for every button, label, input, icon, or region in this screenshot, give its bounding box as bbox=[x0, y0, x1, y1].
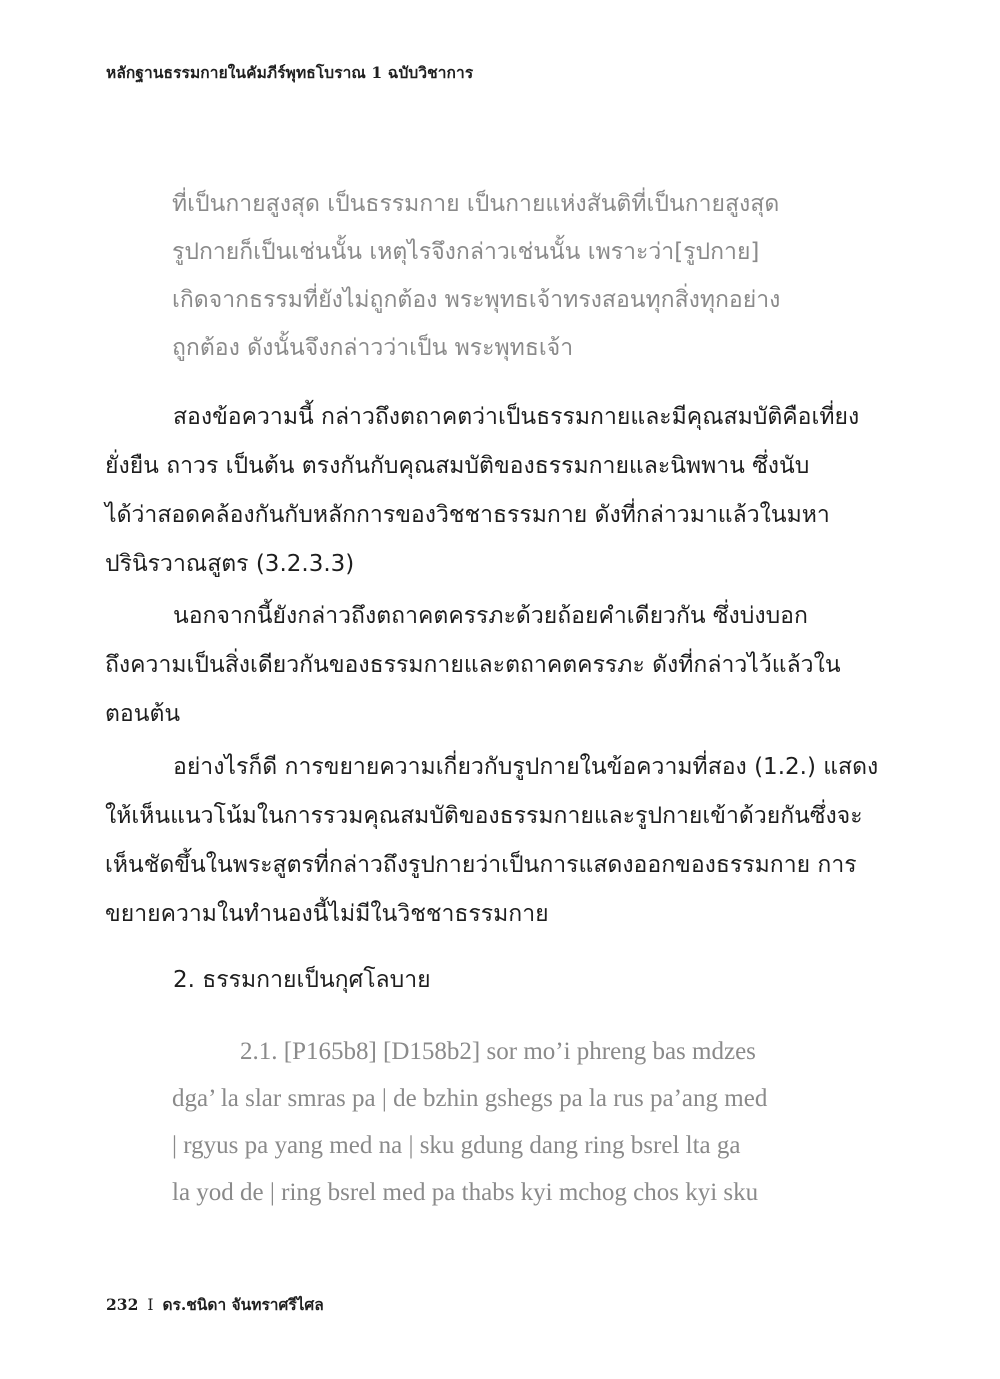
paragraph-line: ขยายความในทำนองนี้ไม่มีในวิชชาธรรมกาย bbox=[105, 901, 549, 927]
author-name: ดร.ชนิดา จันทราศรีไศล bbox=[162, 1295, 324, 1314]
paragraph-line: สองข้อความนี้ กล่าวถึงตถาคตว่าเป็นธรรมกายและมีคุณสมบัติคือเที่ยง bbox=[173, 404, 860, 430]
tibetan-line: dga’ la slar smras pa | de bzhin gshegs pa la rus pa’ang med bbox=[172, 1085, 768, 1112]
paragraph-line: ตอนต้น bbox=[105, 701, 181, 727]
tibetan-source-quote bbox=[172, 1028, 812, 1216]
quote-line: เกิดจากธรรมที่ยังไม่ถูกต้อง พระพุทธเจ้าทรงสอนทุกสิ่งทุกอย่าง bbox=[172, 287, 781, 313]
quote-line: ถูกต้อง ดังนั้นจึงกล่าวว่าเป็น พระพุทธเจ้า bbox=[172, 335, 574, 361]
paragraph-1 bbox=[105, 393, 865, 589]
running-header: หลักฐานธรรมกายในคัมภีร์พุทธโบราณ 1 ฉบับวิชาการ bbox=[106, 63, 474, 82]
paragraph-line: เห็นชัดขึ้นในพระสูตรที่กล่าวถึงรูปกายว่าเป็นการแสดงออกของธรรมกาย การ bbox=[105, 852, 857, 878]
page-footer bbox=[106, 1292, 324, 1317]
quote-line: รูปกายก็เป็นเช่นนั้น เหตุไรจึงกล่าวเช่นนั้น เพราะว่า[รูปกาย] bbox=[172, 239, 760, 265]
tibetan-line: 2.1. [P165b8] [D158b2] sor mo’i phreng bas mdzes bbox=[240, 1038, 756, 1065]
tibetan-line: | rgyus pa yang med na | sku gdung dang ring bsrel lta ga bbox=[172, 1132, 741, 1159]
paragraph-line: อย่างไรก็ดี การขยายความเกี่ยวกับรูปกายในข้อความที่สอง (1.2.) แสดง bbox=[173, 754, 879, 780]
paragraph-line: ยั่งยืน ถาวร เป็นต้น ตรงกันกับคุณสมบัติของธรรมกายและนิพพาน ซึ่งนับ bbox=[105, 453, 810, 479]
paragraph-2 bbox=[105, 592, 865, 739]
paragraph-3 bbox=[105, 743, 879, 939]
thai-translation-quote bbox=[172, 180, 812, 372]
quote-line: ที่เป็นกายสูงสุด เป็นธรรมกาย เป็นกายแห่งสันติที่เป็นกายสูงสุด bbox=[172, 191, 780, 217]
paragraph-line: ปรินิรวาณสูตร (3.2.3.3) bbox=[105, 551, 355, 577]
paragraph-line: ถึงความเป็นสิ่งเดียวกันของธรรมกายและตถาคตครรภะ ดังที่กล่าวไว้แล้วใน bbox=[105, 652, 841, 678]
section-heading: 2. ธรรมกายเป็นกุศโลบาย bbox=[173, 967, 431, 993]
paragraph-line: ได้ว่าสอดคล้องกันกับหลักการของวิชชาธรรมกาย ดังที่กล่าวมาแล้วในมหา bbox=[105, 502, 830, 528]
page-number: 232 bbox=[106, 1295, 139, 1314]
paragraph-line: นอกจากนี้ยังกล่าวถึงตถาคตครรภะด้วยถ้อยคำเดียวกัน ซึ่งบ่งบอก bbox=[173, 603, 808, 629]
paragraph-line: ให้เห็นแนวโน้มในการรวมคุณสมบัติของธรรมกายและรูปกายเข้าด้วยกันซึ่งจะ bbox=[105, 803, 863, 829]
footer-separator: I bbox=[147, 1296, 154, 1314]
tibetan-line: la yod de | ring bsrel med pa thabs kyi mchog chos kyi sku bbox=[172, 1179, 759, 1206]
